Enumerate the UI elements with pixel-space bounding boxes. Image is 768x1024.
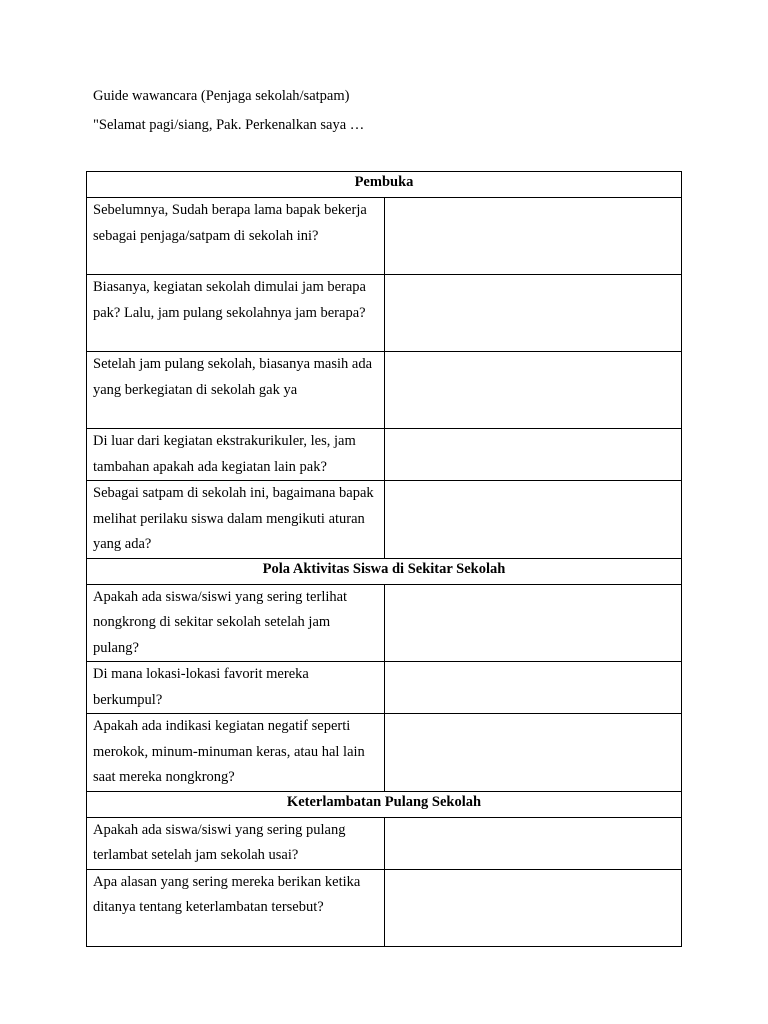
answer-cell[interactable] xyxy=(384,352,682,429)
question-row xyxy=(87,662,682,714)
answer-cell[interactable] xyxy=(384,275,682,352)
question-row xyxy=(87,352,682,429)
answer-cell[interactable] xyxy=(384,869,682,946)
question-row xyxy=(87,429,682,481)
question-cell: Biasanya, kegiatan sekolah dimulai jam berapa pak? Lalu, jam pulang sekolahnya jam berapa? xyxy=(87,275,385,352)
section-header-row xyxy=(87,172,682,198)
question-row xyxy=(87,584,682,662)
question-cell: Apakah ada siswa/siswi yang sering pulang terlambat setelah jam sekolah usai? xyxy=(87,817,385,869)
question-cell: Sebagai satpam di sekolah ini, bagaimana bapak melihat perilaku siswa dalam mengikuti aturan yang ada? xyxy=(87,481,385,559)
interview-guide-table xyxy=(86,171,682,947)
question-cell: Sebelumnya, Sudah berapa lama bapak bekerja sebagai penjaga/satpam di sekolah ini? xyxy=(87,198,385,275)
document-title: Guide wawancara (Penjaga sekolah/satpam) xyxy=(93,88,350,104)
section-header-row xyxy=(87,791,682,817)
answer-cell[interactable] xyxy=(384,662,682,714)
answer-cell[interactable] xyxy=(384,714,682,792)
question-cell: Di luar dari kegiatan ekstrakurikuler, les, jam tambahan apakah ada kegiatan lain pak? xyxy=(87,429,385,481)
answer-cell[interactable] xyxy=(384,429,682,481)
question-row xyxy=(87,714,682,792)
greeting-line: "Selamat pagi/siang, Pak. Perkenalkan saya … xyxy=(93,117,365,133)
question-row xyxy=(87,198,682,275)
section-heading: Keterlambatan Pulang Sekolah xyxy=(87,791,682,817)
answer-cell[interactable] xyxy=(384,198,682,275)
section-header-row xyxy=(87,558,682,584)
answer-cell[interactable] xyxy=(384,584,682,662)
answer-cell[interactable] xyxy=(384,817,682,869)
question-row xyxy=(87,869,682,946)
question-row xyxy=(87,275,682,352)
question-cell: Apa alasan yang sering mereka berikan ketika ditanya tentang keterlambatan tersebut? xyxy=(87,869,385,946)
question-cell: Apakah ada indikasi kegiatan negatif seperti merokok, minum-minuman keras, atau hal lain saat mereka nongkrong? xyxy=(87,714,385,792)
question-row xyxy=(87,481,682,559)
answer-cell[interactable] xyxy=(384,481,682,559)
section-heading: Pola Aktivitas Siswa di Sekitar Sekolah xyxy=(87,558,682,584)
question-cell: Setelah jam pulang sekolah, biasanya masih ada yang berkegiatan di sekolah gak ya xyxy=(87,352,385,429)
question-cell: Apakah ada siswa/siswi yang sering terlihat nongkrong di sekitar sekolah setelah jam pulang? xyxy=(87,584,385,662)
question-row xyxy=(87,817,682,869)
section-heading: Pembuka xyxy=(87,172,682,198)
question-cell: Di mana lokasi-lokasi favorit mereka berkumpul? xyxy=(87,662,385,714)
